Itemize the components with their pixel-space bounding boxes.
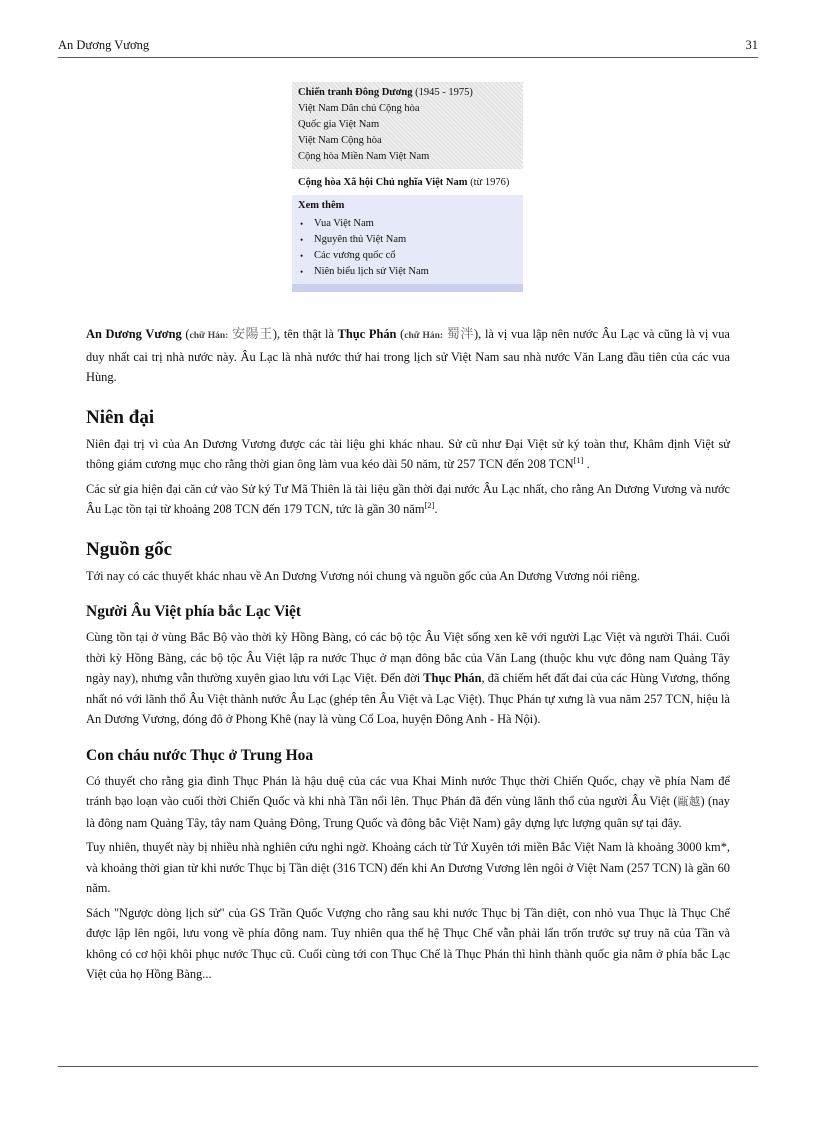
footer-rule: [58, 1066, 758, 1067]
see-also-title: Xem thêm: [298, 200, 345, 211]
subject-name: An Dương Vương: [86, 327, 182, 341]
intro-paragraph: An Dương Vương (chữ Hán: 安陽王), tên thật là Thục Phán (chữ Hán: 蜀泮), là vị vua lập nên nước Âu Lạc và cũng là vị vua duy nhất cai trị nhà nước này. Âu Lạc là nhà nước thứ hai trong lịch sử Việt Nam sau nhà nước Văn Lang đầu tiên của các vua Hùng.: [86, 327, 730, 384]
heading-con-chau: Con cháu nước Thục ở Trung Hoa: [86, 746, 314, 764]
navbox-section-title: [298, 85, 517, 101]
paragraph: Sách "Ngược dòng lịch sử" của GS Trần Quốc Vượng cho rằng sau khi nước Thục bị Tần diệt, con nhỏ vua Thục là Thục Chế được lập lên ngôi, lưu vong về phía đông nam. Tuy nhiên qua thế hệ Thục Chế vẫn phải lẩn trốn trước sự truy nã của Tần và không có cơ hội khôi phục nước Thục cũ. Cuối cùng tới con Thục Chế là Thục Phán thì hình thành quốc gia nằm ở phía bắc Lạc Việt của họ Hồng Bàng...: [86, 905, 730, 981]
see-also-item[interactable]: • Niên biểu lịch sử Việt Nam: [298, 264, 517, 280]
paragraph: Tới nay có các thuyết khác nhau về An Dương Vương nói chung và nguồn gốc của An Dương Vương nói riêng.: [86, 568, 640, 583]
navbox-footer-bar: [292, 284, 523, 292]
reference-link[interactable]: [1]: [573, 454, 584, 465]
see-also-list: [298, 216, 517, 280]
article-body: [86, 324, 730, 989]
paragraph: Tuy nhiên, thuyết này bị nhiều nhà nghiên cứu nghi ngờ. Khoảng cách từ Tứ Xuyên tới miền Bắc Việt Nam là khoảng 3000 km*, và khoảng thời gian từ khi nước Thục bị Tần diệt (316 TCN) đến khi An Dương Vương lên ngôi ở Việt Nam (257 TCN) là gần 60 năm.: [86, 840, 730, 895]
navbox-section-indochina-war: [292, 82, 523, 169]
reference-link[interactable]: [2]: [424, 499, 435, 510]
paragraph: Niên đại trị vì của An Dương Vương được các tài liệu ghi khác nhau. Sử cũ như Đại Việt sử ký toàn thư, Khâm định Việt sử thông giám cương mục cho rằng thời gian ông làm vua kéo dài 50 năm, từ 257 TCN đến 208 TCN[1] .: [86, 436, 730, 471]
see-also-item[interactable]: • Các vương quốc cổ: [298, 248, 517, 264]
han-name: 甌越: [677, 795, 701, 808]
paragraph: Các sử gia hiện đại căn cứ vào Sử ký Tư Mã Thiên là tài liệu gần thời đại nước Âu Lạc nhất, cho rằng An Dương Vương và nước Âu Lạc tồn tại từ khoảng 208 TCN đến 179 TCN, tức là gần 30 năm[2].: [86, 481, 730, 516]
navbox-link-indochina-war[interactable]: Chiến tranh Đông Dương: [298, 87, 413, 98]
navbox-years: (1945 - 1975): [415, 87, 473, 98]
navbox-years: (từ 1976): [470, 177, 510, 188]
han-name: 安陽王: [232, 327, 273, 342]
han-label: chữ Hán:: [189, 331, 229, 341]
see-also-item[interactable]: • Nguyên thủ Việt Nam: [298, 232, 517, 248]
navbox: [292, 82, 523, 292]
header-rule: [58, 57, 758, 58]
navbox-link-srv[interactable]: Cộng hòa Xã hội Chủ nghĩa Việt Nam: [298, 177, 468, 188]
running-title: An Dương Vương: [58, 38, 150, 52]
navbox-item[interactable]: Cộng hòa Miền Nam Việt Nam: [298, 151, 430, 162]
navbox-section-srv: [292, 169, 523, 195]
heading-au-viet: Người Âu Việt phía bắc Lạc Việt: [86, 603, 302, 620]
heading-nien-dai: Niên đại: [86, 406, 155, 428]
page-number: 31: [745, 38, 758, 52]
navbox-item[interactable]: Việt Nam Dân chủ Cộng hòa: [298, 103, 420, 114]
navbox-item[interactable]: Việt Nam Cộng hòa: [298, 135, 382, 146]
heading-nguon-goc: Nguồn gốc: [86, 538, 173, 560]
han-name: 蜀泮: [446, 327, 475, 342]
bold-name: Thục Phán: [423, 671, 482, 685]
han-label: chữ Hán:: [404, 331, 444, 341]
page-header: [58, 38, 758, 56]
real-name: Thục Phán: [337, 327, 397, 341]
navbox-see-also: [292, 195, 523, 284]
see-also-item[interactable]: • Vua Việt Nam: [298, 216, 517, 232]
paragraph: Có thuyết cho rằng gia đình Thục Phán là hậu duệ của các vua Khai Minh nước Thục thời Chiến Quốc, chạy về phía Nam để tránh bạo loạn vào cuối thời Chiến Quốc và khi nhà Tần nổi lên. Thục Phán đã đến vùng lãnh thổ của người Âu Việt (甌越) (nay là đông nam Quảng Tây, tây nam Quảng Đông, Trung Quốc và đông bắc Việt Nam) gây dựng lực lượng quân sự tại đây.: [86, 773, 730, 830]
paragraph: Cùng tồn tại ở vùng Bắc Bộ vào thời kỳ Hồng Bàng, có các bộ tộc Âu Việt sống xen kẽ với người Lạc Việt và người Thái. Cuối thời kỳ Hồng Bàng, các bộ tộc Âu Việt lập ra nước Thục ở mạn đông bắc của Văn Lang (thuộc khu vực đông nam Quảng Tây ngày nay), nhưng vẫn thường xuyên giao lưu với Lạc Việt. Đến đời Thục Phán, đã chiếm hết đất đai của các Hùng Vương, thống nhất nó với lãnh thổ Âu Việt thành nước Âu Lạc (ghép tên Âu Việt và Lạc Việt). Thục Phán tự xưng là vua năm 257 TCN, hiệu là An Dương Vương, đóng đô ở Phong Khê (nay là vùng Cổ Loa, huyện Đông Anh - Hà Nội).: [86, 630, 730, 726]
navbox-item[interactable]: Quốc gia Việt Nam: [298, 119, 380, 130]
